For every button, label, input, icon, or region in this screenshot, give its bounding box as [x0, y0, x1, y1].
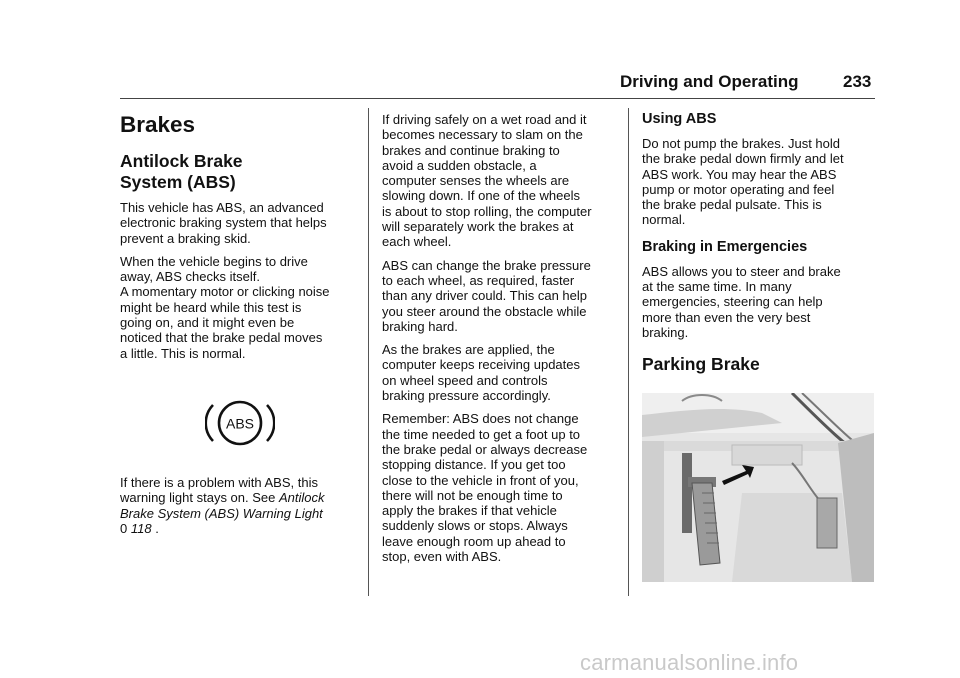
- column-divider-2: [628, 108, 629, 596]
- text-line: a little. This is normal.: [120, 345, 246, 361]
- text-line: A momentary motor or clicking noise: [120, 284, 330, 300]
- abs-selfcheck-paragraph: [120, 254, 360, 361]
- heading-braking-in-emergencies: Braking in Emergencies: [642, 238, 808, 255]
- text-line: avoid a sudden obstacle, a: [382, 157, 537, 173]
- text-line: apply the brakes if that vehicle: [382, 503, 557, 519]
- text-line: you steer around the obstacle while: [382, 303, 587, 319]
- text-line: than any driver could. This can help: [382, 288, 587, 304]
- page-reference-symbol: 0: [120, 520, 128, 536]
- text-line: the brake pedal pulsate. This is: [642, 197, 822, 213]
- text-line: going on, and it might even be: [120, 315, 295, 331]
- abs-intro-paragraph: [120, 200, 360, 246]
- text-line: .: [155, 520, 159, 536]
- text-line: computer senses the wheels are: [382, 173, 570, 189]
- heading-using-abs: Using ABS: [642, 111, 717, 127]
- text-line: suddenly slows or stops. Always: [382, 518, 568, 534]
- text-line: When the vehicle begins to drive: [120, 253, 308, 269]
- text-line: is about to stop rolling, the computer: [382, 203, 592, 219]
- text-line: braking.: [642, 324, 689, 340]
- parking-brake-pedal-photo: [642, 393, 874, 582]
- abs-wet-road-paragraph: [382, 112, 622, 250]
- text-line: If driving safely on a wet road and it: [382, 112, 587, 127]
- abs-warning-light-icon: [205, 395, 275, 451]
- text-line: the time needed to get a foot up to: [382, 426, 581, 442]
- text-line: If there is a problem with ABS, this: [120, 475, 318, 490]
- text-line: the brake pedal down firmly and let: [642, 151, 844, 167]
- text-line: away, ABS checks itself.: [120, 269, 260, 285]
- text-line: ABS allows you to steer and brake: [642, 263, 841, 279]
- subsection-title-abs-line1: Antilock Brake: [120, 151, 243, 171]
- text-line: braking hard.: [382, 318, 458, 334]
- text-line: close to the vehicle in front of you,: [382, 472, 579, 488]
- text-line: stopping distance. If you get too: [382, 457, 566, 473]
- text-line: there will not be enough time to: [382, 487, 563, 503]
- text-line: ABS work. You may hear the ABS: [642, 166, 837, 182]
- text-line: might be heard while this test is: [120, 299, 302, 315]
- text-line: Do not pump the brakes. Just hold: [642, 136, 841, 151]
- abs-warning-paragraph-block: [120, 475, 365, 544]
- parking-brake-illustration: [642, 393, 874, 582]
- abs-remember-paragraph: [382, 411, 622, 564]
- column-1: [120, 112, 360, 369]
- text-line: ABS can change the brake pressure: [382, 257, 591, 273]
- cross-reference-link[interactable]: Antilock: [278, 490, 325, 506]
- text-line: more than even the very best: [642, 309, 811, 325]
- text-line: the brake pedal or always decrease: [382, 441, 588, 457]
- heading-parking-brake: Parking Brake: [642, 354, 760, 375]
- text-line: computer keeps receiving updates: [382, 357, 581, 373]
- text-line: slowing down. If one of the wheels: [382, 188, 581, 204]
- column-divider-1: [368, 108, 369, 596]
- text-line: This vehicle has ABS, an advanced: [120, 200, 324, 215]
- page-reference-link[interactable]: 118: [130, 520, 152, 536]
- column-3: [642, 110, 877, 375]
- text-line: will separately work the brakes at: [382, 219, 574, 235]
- text-line: to each wheel, as required, faster: [382, 272, 575, 288]
- text-line: becomes necessary to slam on the: [382, 127, 583, 143]
- braking-emergencies-paragraph: [642, 264, 877, 340]
- text-line: stop, even with ABS.: [382, 549, 502, 565]
- text-line: Remember: ABS does not change: [382, 411, 579, 427]
- using-abs-paragraph: [642, 136, 877, 228]
- abs-pressure-paragraph: [382, 258, 622, 334]
- text-line: prevent a braking skid.: [120, 230, 251, 246]
- text-line: on wheel speed and controls: [382, 372, 548, 388]
- text-line: at the same time. In many: [642, 279, 792, 295]
- text-line: normal.: [642, 212, 686, 228]
- text-line: braking pressure accordingly.: [382, 388, 551, 404]
- text-line: leave enough room up ahead to: [382, 533, 566, 549]
- subsection-title-abs-line2: System (ABS): [120, 172, 236, 192]
- column-2: [382, 112, 622, 564]
- abs-icon-label: ABS: [225, 415, 255, 432]
- text-line: each wheel.: [382, 234, 452, 250]
- text-line: noticed that the brake pedal moves: [120, 330, 323, 346]
- text-line: pump or motor operating and feel: [642, 181, 835, 197]
- text-line: warning light stays on. See: [120, 490, 279, 506]
- page-number: 233: [843, 72, 872, 91]
- running-header-title: Driving and Operating: [620, 72, 799, 91]
- abs-warning-paragraph: [120, 475, 365, 536]
- cross-reference-link[interactable]: Brake System (ABS) Warning Light: [120, 505, 323, 521]
- watermark-text: carmanualsonline.info: [580, 650, 799, 675]
- text-line: electronic braking system that helps: [120, 215, 327, 231]
- text-line: As the brakes are applied, the: [382, 342, 555, 358]
- abs-updates-paragraph: [382, 342, 622, 403]
- section-title-brakes: Brakes: [120, 112, 196, 137]
- text-line: emergencies, steering can help: [642, 294, 823, 310]
- text-line: brakes and continue braking to: [382, 142, 560, 158]
- header-rule: [120, 98, 875, 99]
